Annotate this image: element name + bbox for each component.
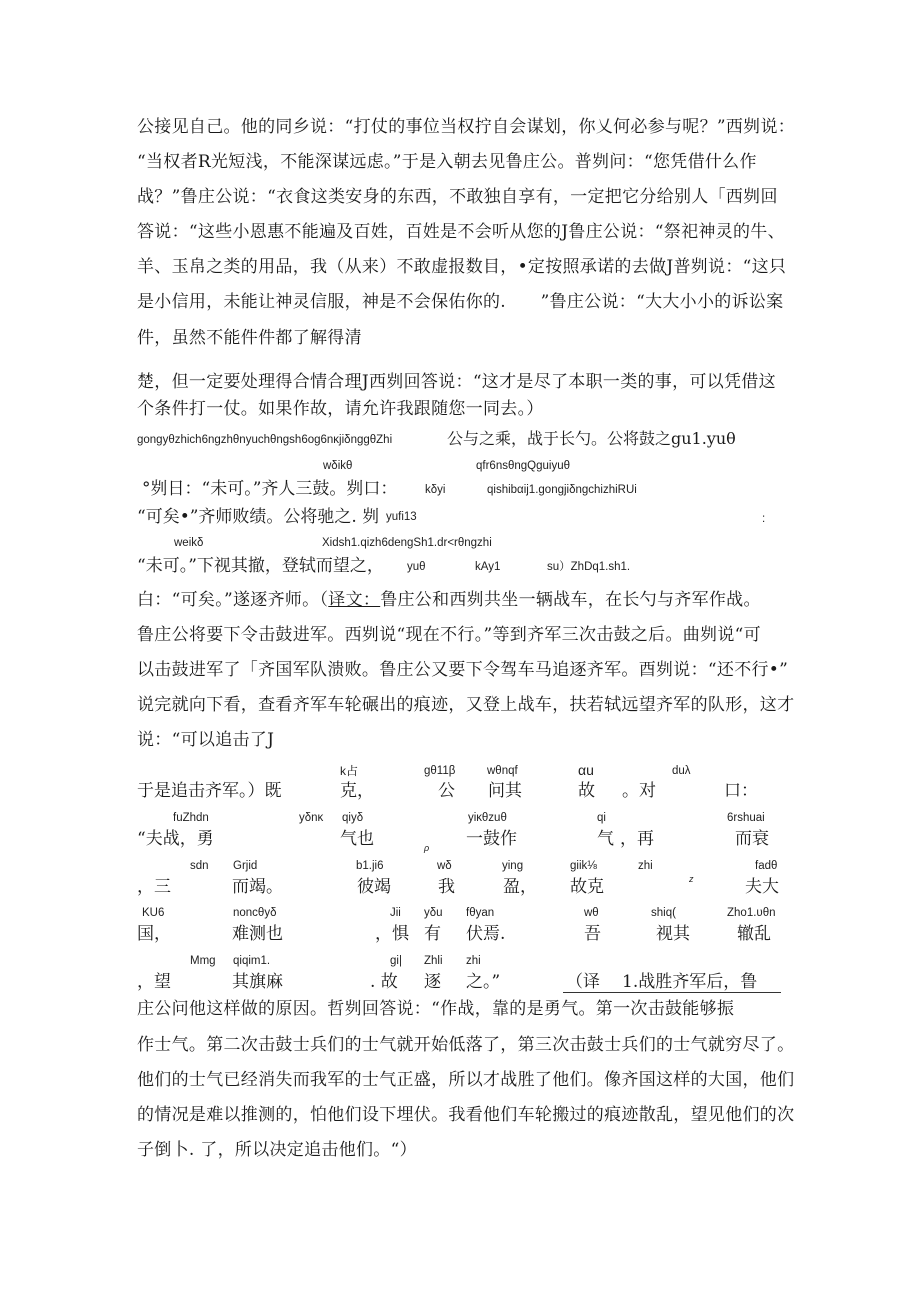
pinyin-annotation: wδikθ	[323, 460, 353, 472]
text-line: 公接见自己。他的同乡说：“打仗的事位当权拧自会谋划，你乂何必参与呢？”西刿说：	[137, 117, 796, 137]
pinyin-annotation: wδ	[437, 860, 452, 872]
underline-rule	[563, 992, 781, 993]
text-segment: 故	[578, 781, 595, 801]
text-line: 公与之乘，战于长勺。公将鼓之gu1.yuθ	[447, 429, 736, 448]
pinyin-annotation: sdn	[190, 860, 209, 872]
text-line: 羊、玉帛之类的用品，我（从来）不敢虚报数目，•定按照承诺的去做J普刿说：“这只	[137, 257, 787, 277]
mark: z	[689, 874, 694, 884]
text-segment: 一鼓作	[466, 829, 517, 849]
text-line: “未可。”下视其撤，登轼而望之，	[137, 556, 384, 576]
pinyin-annotation: su）ZhDq1.sh1.	[547, 561, 631, 573]
pinyin-annotation: Zho1.υθn	[727, 907, 776, 919]
text-line: 的情况是难以推测的，怕他们设下埋伏。我看他们车轮搬过的痕迹散乱，望见他们的次	[137, 1105, 795, 1125]
pinyin-annotation: Grjid	[233, 860, 258, 872]
pinyin-annotation: wθ	[584, 907, 599, 919]
pinyin-annotation: Mmg	[190, 955, 216, 967]
text-segment: 我	[438, 877, 455, 897]
text-line: “当权者R光短浅，不能深谋远虑。”于是入朝去见鲁庄公。普刿问：“您凭借什么作	[137, 152, 757, 172]
text-line: 他们的士气已经消失而我军的士气正盛，所以才战胜了他们。像齐国这样的大国，他们	[137, 1070, 795, 1090]
text-line: 作士气。第二次击鼓士兵们的士气就开始低落了，第三次击鼓士兵们的士气就穷尽了。	[137, 1035, 795, 1055]
pinyin-annotation: yδu	[424, 907, 443, 919]
text-line: 战？”鲁庄公说：“衣食这类安身的东西，不敢独自享有，一定把它分给别人「西刿回	[137, 187, 778, 207]
pinyin-annotation: zhi	[638, 860, 653, 872]
text-line: 庄公问他这样做的原因。哲刿回答说：“作战，靠的是勇气。第一次击鼓能够振	[137, 999, 735, 1019]
text-segment: 视其	[656, 924, 690, 944]
text-line: 子倒卜. 了，所以决定追击他们。“）	[137, 1140, 417, 1160]
text-segment: 彼竭	[357, 877, 391, 897]
text-segment: 公	[438, 781, 455, 801]
pinyin-annotation: b1.ji6	[356, 860, 384, 872]
text-segment: 故克	[570, 877, 604, 897]
pinyin-annotation: gongyθzhich6ngzhθnyuchθngsh6og6nκjiδnggθZhi	[137, 434, 393, 446]
text-line: 说完就向下看，查看齐军车轮碾出的痕迹，又登上战车，扶若轼远望齐军的队形，这才	[137, 695, 795, 715]
text-segment: 辙乱	[737, 924, 771, 944]
text-segment: 而衰	[735, 829, 769, 849]
translation-label: 译文：	[328, 590, 381, 610]
pinyin-annotation: kAy1	[475, 561, 501, 573]
text-segment: 伏焉.	[466, 924, 506, 944]
text-line: 是小信用，未能让神灵信服，神是不会保佑你的. ”鲁庄公说：“大大小小的诉讼案	[137, 292, 784, 312]
text-line: “可矣•”齐师败绩。公将驰之. 刿	[137, 507, 380, 527]
text-segment: 问其	[488, 781, 522, 801]
pinyin-annotation: k占	[340, 764, 359, 778]
text-segment: 吾	[584, 924, 601, 944]
text-segment: （译	[566, 972, 600, 992]
text-segment: 。对	[622, 781, 656, 801]
pinyin-annotation: Jii	[390, 907, 401, 919]
pinyin-annotation: fuZhdn	[173, 812, 209, 824]
text-line: 个条件打一仗。如果作故，请允许我跟随您一同去。）	[137, 399, 544, 419]
pinyin-annotation: qi	[597, 812, 606, 824]
text-line: °刿日：“未可。”齐人三鼓。刿口：	[142, 479, 398, 499]
text-segment: 口：	[724, 781, 758, 801]
pinyin-annotation: yuθ	[407, 561, 426, 573]
pinyin-annotation: gi|	[390, 955, 402, 967]
text-line: 以击鼓进军了「齐国军队溃败。鲁庄公又要下令驾车马追逐齐军。酉刿说：“还不行•”	[137, 660, 789, 680]
pinyin-annotation: yδnκ	[299, 812, 324, 824]
text-line: 件，虽然不能件件都了解得清	[137, 328, 362, 348]
pinyin-annotation: qiqim1.	[233, 955, 271, 967]
text-segment: 克，	[340, 781, 374, 801]
pinyin-annotation: KU6	[142, 907, 165, 919]
text-line: 鲁庄公将要下令击鼓进军。西刿说“现在不行。”等到齐军三次击鼓之后。曲刿说“可	[137, 625, 761, 645]
pinyin-annotation: Xidsh1.qizh6dengSh1.dr<rθngzhi	[322, 537, 492, 549]
mark: ρ	[424, 843, 430, 853]
pinyin-annotation: αu	[578, 762, 594, 778]
pinyin-annotation: 6rshuai	[727, 812, 765, 824]
text-segment: 而竭。	[232, 877, 283, 897]
pinyin-annotation: yiκθzuθ	[468, 812, 507, 824]
pinyin-annotation: duλ	[672, 765, 691, 777]
text-segment: 夫大	[745, 877, 779, 897]
pinyin-annotation: gθ11β	[424, 765, 456, 777]
pinyin-annotation: kδyi	[425, 484, 446, 496]
text-segment: 有	[424, 924, 441, 944]
pinyin-annotation: noncθyδ	[233, 907, 277, 919]
pinyin-annotation: ying	[502, 860, 524, 872]
pinyin-annotation: yufi13	[386, 511, 417, 523]
pinyin-annotation: fadθ	[755, 860, 778, 872]
text-line: 国，	[137, 924, 171, 944]
text-line: ，望	[137, 972, 171, 992]
text-segment: ，惧	[375, 924, 409, 944]
pinyin-annotation: shiq(	[651, 907, 676, 919]
text-line: 答说：“这些小恩惠不能遍及百姓，百姓是不会听从您的J鲁庄公说：“祭祀神灵的牛、	[137, 222, 785, 242]
text-line: 楚，但一定要处理得合情合理J西刿回答说：“这才是尽了本职一类的事，可以凭借这	[137, 372, 776, 392]
text-segment: 气也	[340, 829, 374, 849]
text-segment: 难测也	[232, 924, 283, 944]
pinyin-annotation: zhi	[466, 955, 481, 967]
text-line: 于是追击齐军。）既	[137, 781, 282, 801]
text-line: ，三	[137, 877, 171, 897]
pinyin-annotation: qfr6nsθngQguiyuθ	[476, 460, 570, 472]
pinyin-annotation: weikδ	[174, 537, 204, 549]
pinyin-annotation: Zhli	[424, 955, 443, 967]
pinyin-annotation: fθyan	[466, 907, 495, 919]
text-segment: 逐	[424, 972, 441, 992]
text-segment: 白：“可矣。”遂逐齐师。（	[137, 590, 329, 610]
text-segment: 盈，	[503, 877, 537, 897]
text-segment: 1.战胜齐军后，鲁	[622, 972, 758, 992]
text-line: “夫战，勇	[137, 829, 214, 849]
pinyin-annotation: wθnqf	[487, 765, 518, 777]
text-segment: 之。”	[466, 972, 501, 992]
text-line: 说：“可以追击了J	[137, 730, 275, 750]
pinyin-annotation: qishibαij1.gongjiδngchizhiRUi	[487, 484, 637, 496]
text-segment: 气	[597, 829, 614, 849]
text-segment: 其旗麻	[232, 972, 283, 992]
pinyin-annotation: giik⅛	[570, 860, 597, 872]
text-segment: . 故	[370, 972, 398, 992]
pinyin-annotation: qiyδ	[342, 812, 364, 824]
mark: :	[762, 513, 766, 525]
text-segment: ，再	[620, 829, 654, 849]
text-line	[137, 589, 761, 611]
text-segment: 鲁庄公和西刿共坐一辆战车，在长勺与齐军作战。	[380, 590, 761, 610]
